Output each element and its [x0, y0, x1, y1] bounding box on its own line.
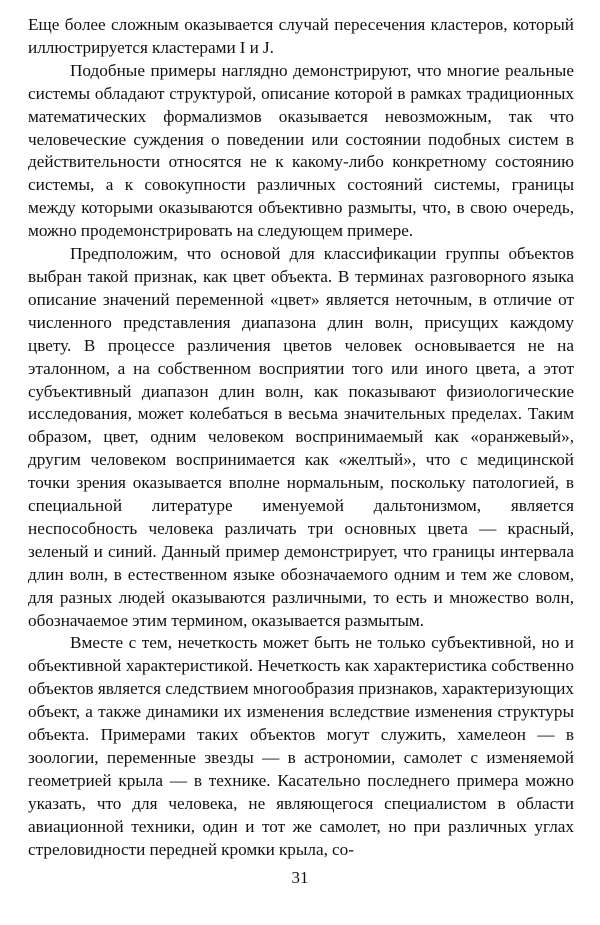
- paragraph-objective-fuzziness: Вместе с тем, нечеткость может быть не только субъективной, но и объективной характеристикой. Нечеткость как характеристика собственно объектов является следствием многообразия признаков, характеризующих объект, а также динамики их изменения вследствие изменения структуры объекта. Примерами таких объектов могут служить, хамелеон — в зоологии, переменные звезды — в астрономии, самолет с изменяемой геометрией крыла — в технике. Касательно последнего примера можно указать, что для человека, не являющегося специалистом в области авиационной техники, один и тот же самолет, но при различных углах стреловидности передней кромки крыла, со-: [28, 633, 574, 859]
- body-text: [28, 14, 574, 862]
- paragraph-cluster-intersection: Еще более сложным оказывается случай пересечения кластеров, который иллюстрируется кластерами I и J.: [28, 15, 574, 57]
- paragraph-color-example: Предположим, что основой для классификации группы объектов выбран такой признак, как цвет объекта. В терминах разговорного языка описание значений переменной «цвет» является неточным, в отличие от численного представления диапазона длин волн, присущих каждому цвету. В процессе различения цветов человек основывается не на эталонном, а на собственном восприятии того или иного цвета, а этот субъективный диапазон длин волн, как показывают физиологические исследования, может колебаться в весьма значительных пределах. Таким образом, цвет, одним человеком воспринимаемый как «оранжевый», другим человеком воспринимается как «желтый», что с медицинской точки зрения оказывается вполне нормальным, поскольку патологией, в специальной литературе именуемой дальтонизмом, является неспособность человека различать три основных цвета — красный, зеленый и синий. Данный пример демонстрирует, что границы интервала длин волн, в естественном языке обозначаемого одним и тем же словом, для разных людей оказываются различными, то есть и множество волн, обозначаемое этим термином, оказывается размытым.: [28, 244, 574, 630]
- paragraph-real-systems: Подобные примеры наглядно демонстрируют, что многие реальные системы обладают структурой, описание которой в рамках традиционных математических формализмов оказывается невозможным, так что человеческие суждения о поведении или состоянии подобных систем в действительности относятся не к какому-либо конкретному состоянию системы, а к совокупности различных состояний системы, границы между которыми оказываются объективно размыты, что, в свою очередь, можно продемонстрировать на следующем примере.: [28, 60, 574, 241]
- page-number: 31: [291, 868, 309, 887]
